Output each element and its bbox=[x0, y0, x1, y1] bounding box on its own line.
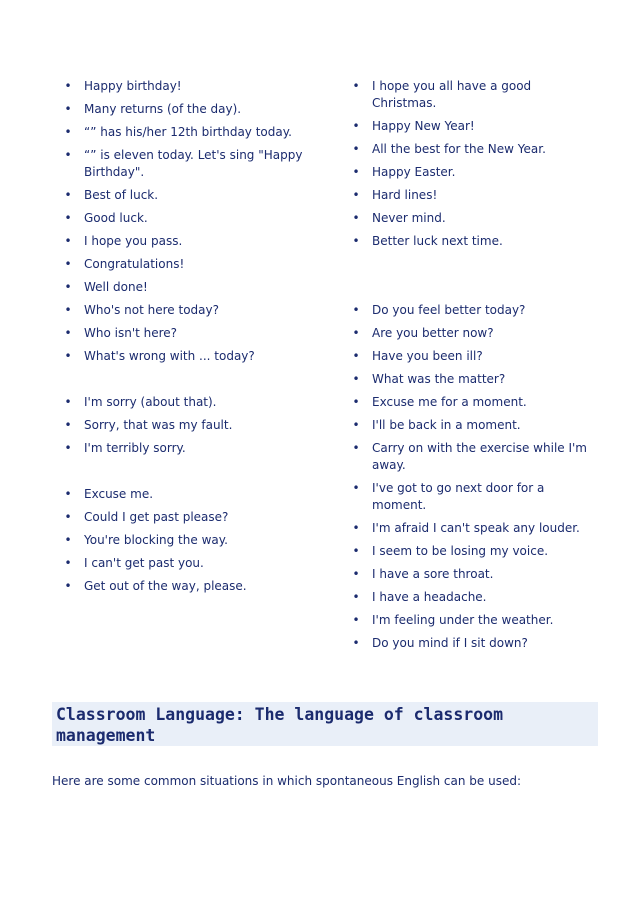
left-list-item bbox=[52, 147, 340, 181]
right-phrase-column bbox=[340, 76, 598, 656]
bullet-icon: • bbox=[352, 613, 360, 627]
right-list-item bbox=[340, 325, 598, 342]
bullet-icon: • bbox=[64, 102, 72, 116]
left-list-item bbox=[52, 233, 340, 250]
bullet-icon: • bbox=[352, 165, 360, 179]
phrase-text: What's wrong with ... today? bbox=[84, 349, 255, 363]
phrase-text: Happy Easter. bbox=[372, 165, 456, 179]
left-list-item bbox=[52, 440, 340, 457]
bullet-icon: • bbox=[64, 579, 72, 593]
phrase-text: Happy birthday! bbox=[84, 79, 182, 93]
bullet-icon: • bbox=[64, 487, 72, 501]
right-list-item bbox=[340, 78, 598, 112]
right-list-item bbox=[340, 371, 598, 388]
right-list-item bbox=[340, 302, 598, 319]
section-intro: Here are some common situations in which spontaneous English can be used: bbox=[52, 774, 521, 788]
phrase-text: Excuse me for a moment. bbox=[372, 395, 527, 409]
phrase-text: “” is eleven today. Let's sing "Happy Birthday". bbox=[84, 148, 303, 179]
left-list-item bbox=[52, 348, 340, 365]
right-list-item bbox=[340, 394, 598, 411]
bullet-icon: • bbox=[352, 79, 360, 93]
bullet-icon: • bbox=[64, 533, 72, 547]
phrase-text: I have a sore throat. bbox=[372, 567, 494, 581]
phrase-text: Do you feel better today? bbox=[372, 303, 526, 317]
phrase-text: All the best for the New Year. bbox=[372, 142, 546, 156]
bullet-icon: • bbox=[352, 119, 360, 133]
phrase-text: Many returns (of the day). bbox=[84, 102, 242, 116]
bullet-icon: • bbox=[64, 257, 72, 271]
bullet-icon: • bbox=[64, 211, 72, 225]
bullet-icon: • bbox=[64, 510, 72, 524]
bullet-icon: • bbox=[64, 148, 72, 162]
left-list-item bbox=[52, 486, 340, 503]
phrase-text: I'm terribly sorry. bbox=[84, 441, 186, 455]
phrase-text: Could I get past please? bbox=[84, 510, 229, 524]
right-list-item bbox=[340, 480, 598, 514]
phrase-text: You're blocking the way. bbox=[84, 533, 228, 547]
phrase-text: Good luck. bbox=[84, 211, 148, 225]
left-list-item bbox=[52, 394, 340, 411]
left-list-item bbox=[52, 325, 340, 342]
right-list-item bbox=[340, 612, 598, 629]
phrase-text: I'm feeling under the weather. bbox=[372, 613, 554, 627]
left-list-item bbox=[52, 509, 340, 526]
phrase-text: Best of luck. bbox=[84, 188, 159, 202]
phrase-text: Hard lines! bbox=[372, 188, 438, 202]
left-list-item bbox=[52, 101, 340, 118]
left-list-item bbox=[52, 279, 340, 296]
bullet-icon: • bbox=[352, 418, 360, 432]
left-list-item bbox=[52, 256, 340, 273]
bullet-icon: • bbox=[64, 556, 72, 570]
left-phrase-column bbox=[52, 76, 340, 656]
phrase-text: What was the matter? bbox=[372, 372, 506, 386]
bullet-icon: • bbox=[352, 481, 360, 495]
phrase-lists bbox=[52, 76, 598, 656]
right-list-item bbox=[340, 635, 598, 652]
bullet-icon: • bbox=[352, 590, 360, 604]
right-list-item bbox=[340, 118, 598, 135]
right-list-item bbox=[340, 164, 598, 181]
bullet-icon: • bbox=[64, 280, 72, 294]
left-list-item bbox=[52, 417, 340, 434]
phrase-text: Better luck next time. bbox=[372, 234, 503, 248]
right-list-item bbox=[340, 440, 598, 474]
phrase-text: I'll be back in a moment. bbox=[372, 418, 521, 432]
left-list-item bbox=[52, 555, 340, 572]
phrase-text: Well done! bbox=[84, 280, 148, 294]
right-list-item bbox=[340, 348, 598, 365]
phrase-text: Who isn't here? bbox=[84, 326, 178, 340]
left-list-item bbox=[52, 124, 340, 141]
bullet-icon: • bbox=[352, 544, 360, 558]
phrase-text: I'm sorry (about that). bbox=[84, 395, 217, 409]
phrase-text: Who's not here today? bbox=[84, 303, 219, 317]
phrase-text: Do you mind if I sit down? bbox=[372, 636, 528, 650]
phrase-text: Congratulations! bbox=[84, 257, 185, 271]
bullet-icon: • bbox=[64, 349, 72, 363]
phrase-text: I can't get past you. bbox=[84, 556, 204, 570]
bullet-icon: • bbox=[64, 441, 72, 455]
bullet-icon: • bbox=[352, 521, 360, 535]
phrase-text: Excuse me. bbox=[84, 487, 154, 501]
left-list-item bbox=[52, 532, 340, 549]
phrase-text: Get out of the way, please. bbox=[84, 579, 247, 593]
bullet-icon: • bbox=[352, 395, 360, 409]
right-list-item bbox=[340, 210, 598, 227]
right-list-item bbox=[340, 417, 598, 434]
right-list-item bbox=[340, 589, 598, 606]
bullet-icon: • bbox=[352, 372, 360, 386]
bullet-icon: • bbox=[352, 303, 360, 317]
phrase-text: “” has his/her 12th birthday today. bbox=[84, 125, 292, 139]
left-list-item bbox=[52, 578, 340, 595]
bullet-icon: • bbox=[64, 326, 72, 340]
right-list-item bbox=[340, 233, 598, 250]
right-list-item bbox=[340, 543, 598, 560]
section-heading: Classroom Language: The language of classroom management bbox=[52, 702, 598, 746]
phrase-text: Are you better now? bbox=[372, 326, 494, 340]
phrase-text: I've got to go next door for a moment. bbox=[372, 481, 545, 512]
bullet-icon: • bbox=[352, 636, 360, 650]
phrase-text: Happy New Year! bbox=[372, 119, 475, 133]
phrase-text: Never mind. bbox=[372, 211, 446, 225]
bullet-icon: • bbox=[352, 211, 360, 225]
phrase-text: I have a headache. bbox=[372, 590, 487, 604]
phrase-text: I hope you all have a good Christmas. bbox=[372, 79, 532, 110]
left-list-item bbox=[52, 187, 340, 204]
right-list-item bbox=[340, 141, 598, 158]
bullet-icon: • bbox=[352, 441, 360, 455]
left-list-item bbox=[52, 210, 340, 227]
bullet-icon: • bbox=[352, 234, 360, 248]
bullet-icon: • bbox=[352, 349, 360, 363]
right-list-item bbox=[340, 187, 598, 204]
bullet-icon: • bbox=[64, 395, 72, 409]
phrase-text: Carry on with the exercise while I'm away. bbox=[372, 441, 587, 472]
bullet-icon: • bbox=[352, 188, 360, 202]
bullet-icon: • bbox=[64, 234, 72, 248]
bullet-icon: • bbox=[352, 326, 360, 340]
left-list-item bbox=[52, 78, 340, 95]
bullet-icon: • bbox=[64, 79, 72, 93]
bullet-icon: • bbox=[64, 188, 72, 202]
bullet-icon: • bbox=[352, 567, 360, 581]
right-list-item bbox=[340, 520, 598, 537]
phrase-text: Have you been ill? bbox=[372, 349, 483, 363]
phrase-text: I seem to be losing my voice. bbox=[372, 544, 549, 558]
bullet-icon: • bbox=[352, 142, 360, 156]
phrase-text: I'm afraid I can't speak any louder. bbox=[372, 521, 580, 535]
phrase-text: I hope you pass. bbox=[84, 234, 183, 248]
phrase-text: Sorry, that was my fault. bbox=[84, 418, 233, 432]
bullet-icon: • bbox=[64, 303, 72, 317]
bullet-icon: • bbox=[64, 125, 72, 139]
left-list-item bbox=[52, 302, 340, 319]
bullet-icon: • bbox=[64, 418, 72, 432]
right-list-item bbox=[340, 566, 598, 583]
